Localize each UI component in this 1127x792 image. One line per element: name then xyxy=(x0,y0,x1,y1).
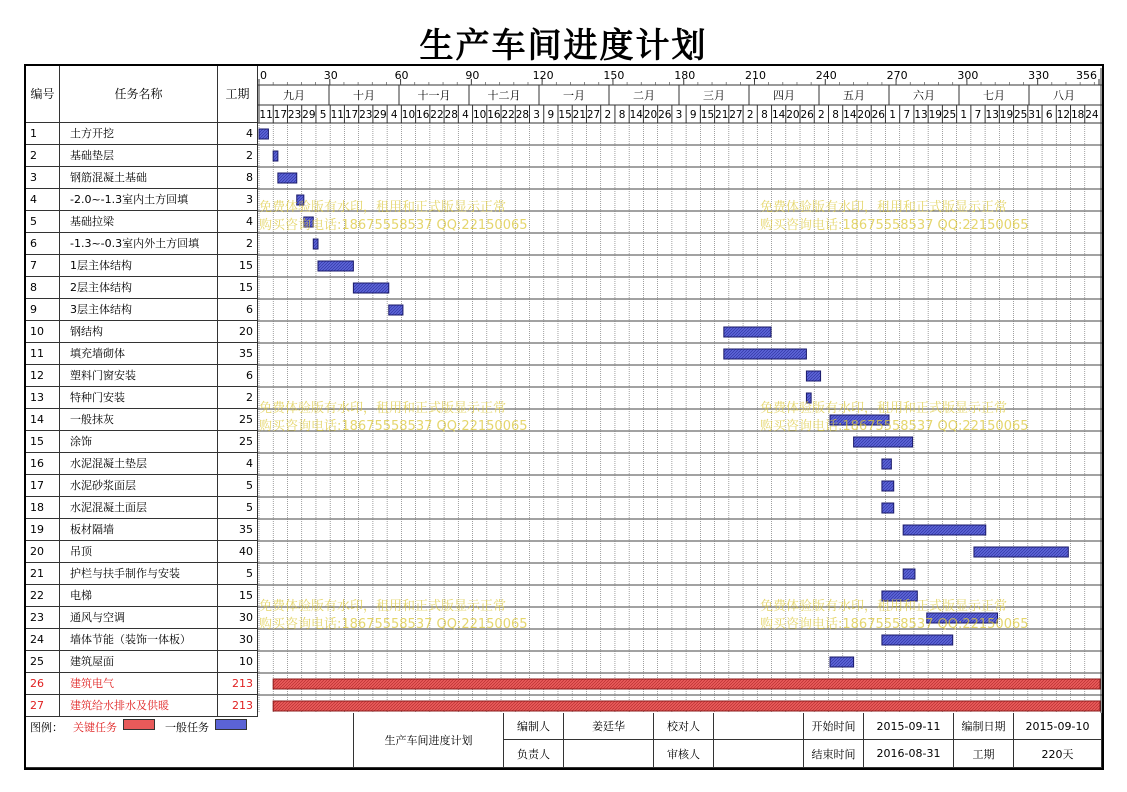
task-bar xyxy=(353,283,388,293)
date-label: 1 xyxy=(960,109,968,121)
task-name: 填充墙砌体 xyxy=(60,343,218,365)
date-label: 17 xyxy=(344,109,359,121)
edit-date-label: 编制日期 xyxy=(954,713,1014,740)
month-label: 八月 xyxy=(1053,89,1075,102)
legend-label: 图例： xyxy=(30,721,63,734)
watermark-line: 购买咨询电话:18675558537 QQ:22150065 xyxy=(760,419,1029,434)
task-bar xyxy=(724,327,771,337)
task-bar xyxy=(903,525,986,535)
reviewer-value xyxy=(714,740,804,768)
date-label: 29 xyxy=(373,109,387,121)
watermark-text xyxy=(259,400,528,436)
task-name: 基础拉梁 xyxy=(60,211,218,233)
date-label: 26 xyxy=(800,109,814,121)
task-duration: 35 xyxy=(218,519,258,541)
checker-label: 校对人 xyxy=(654,713,714,740)
task-id: 15 xyxy=(26,431,60,453)
day-tick-label: 210 xyxy=(745,69,767,82)
task-name: 建筑给水排水及供暖 xyxy=(60,695,218,717)
task-duration: 20 xyxy=(218,321,258,343)
task-name: 3层主体结构 xyxy=(60,299,218,321)
task-duration: 10 xyxy=(218,651,258,673)
date-label: 19 xyxy=(999,109,1014,121)
date-label: 8 xyxy=(832,109,839,121)
task-duration: 30 xyxy=(218,607,258,629)
legend-normal-label: 一般任务 xyxy=(165,721,209,734)
date-label: 23 xyxy=(287,109,302,121)
date-label: 29 xyxy=(302,109,316,121)
date-label: 2 xyxy=(604,109,612,121)
task-id: 6 xyxy=(26,233,60,255)
task-name: 基础垫层 xyxy=(60,145,218,167)
date-label: 26 xyxy=(871,109,886,121)
task-name: 建筑电气 xyxy=(60,673,218,695)
period-value: 220天 xyxy=(1014,740,1102,768)
task-name: 涂饰 xyxy=(60,431,218,453)
date-label: 2 xyxy=(818,109,825,121)
day-tick-label: 240 xyxy=(815,69,837,82)
end-label: 结束时间 xyxy=(804,740,864,768)
task-name: 土方开挖 xyxy=(60,123,218,145)
task-bar xyxy=(724,349,807,359)
legend xyxy=(26,713,354,768)
task-duration: 25 xyxy=(218,431,258,453)
task-id: 22 xyxy=(26,585,60,607)
date-label: 7 xyxy=(903,109,911,121)
date-label: 25 xyxy=(942,109,957,121)
task-duration: 5 xyxy=(218,563,258,585)
date-label: 27 xyxy=(729,109,743,121)
task-bar xyxy=(318,261,353,271)
task-duration: 25 xyxy=(218,409,258,431)
task-id: 27 xyxy=(26,695,60,717)
task-name: 特种门安装 xyxy=(60,387,218,409)
date-label: 9 xyxy=(689,109,697,121)
task-id: 23 xyxy=(26,607,60,629)
date-label: 26 xyxy=(658,109,672,121)
owner-label: 负责人 xyxy=(504,740,564,768)
task-duration: 5 xyxy=(218,497,258,519)
task-name: 吊顶 xyxy=(60,541,218,563)
day-tick-label: 120 xyxy=(532,69,554,82)
date-label: 11 xyxy=(259,109,273,121)
month-label: 六月 xyxy=(913,89,935,102)
watermark-line: 购买咨询电话:18675558537 QQ:22150065 xyxy=(259,617,528,632)
month-label: 五月 xyxy=(843,89,865,102)
date-label: 2 xyxy=(746,109,754,121)
watermark-line: 购买咨询电话:18675558537 QQ:22150065 xyxy=(259,419,528,434)
task-id: 26 xyxy=(26,673,60,695)
task-bar xyxy=(259,129,268,139)
task-id: 21 xyxy=(26,563,60,585)
date-label: 22 xyxy=(501,109,515,121)
month-label: 二月 xyxy=(633,89,655,102)
edit-date-value: 2015-09-10 xyxy=(1014,713,1102,740)
task-id: 24 xyxy=(26,629,60,651)
date-label: 10 xyxy=(472,109,487,121)
watermark-text xyxy=(760,199,1029,235)
task-id: 10 xyxy=(26,321,60,343)
date-label: 15 xyxy=(700,109,715,121)
task-duration: 15 xyxy=(218,277,258,299)
task-id: 14 xyxy=(26,409,60,431)
task-name: 通风与空调 xyxy=(60,607,218,629)
day-tick-label: 90 xyxy=(465,69,480,82)
task-name: 钢筋混凝土基础 xyxy=(60,167,218,189)
day-tick-label: 300 xyxy=(957,69,979,82)
day-tick-label: 356 xyxy=(1076,69,1097,82)
watermark-text xyxy=(259,598,528,634)
watermark-line: 购买咨询电话:18675558537 QQ:22150065 xyxy=(259,218,528,233)
date-label: 14 xyxy=(629,109,643,121)
date-label: 22 xyxy=(430,109,444,121)
task-id: 3 xyxy=(26,167,60,189)
task-id: 20 xyxy=(26,541,60,563)
task-id: 8 xyxy=(26,277,60,299)
date-label: 10 xyxy=(401,109,416,121)
day-tick-label: 0 xyxy=(260,69,267,82)
task-bar xyxy=(882,481,894,491)
task-id: 4 xyxy=(26,189,60,211)
day-tick-label: 270 xyxy=(886,69,908,82)
task-name: 建筑屋面 xyxy=(60,651,218,673)
date-label: 21 xyxy=(572,109,587,121)
task-name: 2层主体结构 xyxy=(60,277,218,299)
date-label: 20 xyxy=(857,109,871,121)
date-label: 12 xyxy=(1056,109,1071,121)
task-name: 水泥混凝土面层 xyxy=(60,497,218,519)
task-bar xyxy=(903,569,915,579)
task-duration: 8 xyxy=(218,167,258,189)
task-id: 13 xyxy=(26,387,60,409)
header-name: 任务名称 xyxy=(60,66,218,123)
task-bar xyxy=(830,657,854,667)
date-label: 1 xyxy=(889,109,896,121)
editor-value: 姜廷华 xyxy=(564,713,654,740)
task-id: 18 xyxy=(26,497,60,519)
task-duration: 35 xyxy=(218,343,258,365)
month-label: 四月 xyxy=(773,89,795,102)
date-label: 15 xyxy=(558,109,572,121)
critical-task-bar xyxy=(273,679,1100,689)
task-duration: 40 xyxy=(218,541,258,563)
watermark-text xyxy=(760,598,1029,634)
end-value: 2016-08-31 xyxy=(864,740,954,768)
task-bar xyxy=(278,173,297,183)
day-tick-label: 30 xyxy=(323,69,338,82)
day-tick-label: 60 xyxy=(394,69,409,82)
task-name: 钢结构 xyxy=(60,321,218,343)
task-id: 2 xyxy=(26,145,60,167)
plan-name: 生产车间进度计划 xyxy=(354,713,504,768)
reviewer-label: 审核人 xyxy=(654,740,714,768)
task-bar xyxy=(313,239,318,249)
date-label: 13 xyxy=(985,109,999,121)
task-name: 塑料门窗安装 xyxy=(60,365,218,387)
task-id: 25 xyxy=(26,651,60,673)
task-id: 5 xyxy=(26,211,60,233)
task-duration: 6 xyxy=(218,299,258,321)
task-duration: 15 xyxy=(218,255,258,277)
task-duration: 3 xyxy=(218,189,258,211)
date-label: 7 xyxy=(974,109,982,121)
watermark-text xyxy=(760,400,1029,436)
task-duration: 4 xyxy=(218,211,258,233)
date-label: 6 xyxy=(1045,109,1053,121)
task-bar xyxy=(882,503,894,513)
legend-critical-label: 关键任务 xyxy=(73,721,117,734)
watermark-line: 免费体验版有水印，租用和正式版显示正常 xyxy=(259,401,507,416)
date-label: 13 xyxy=(914,109,928,121)
task-duration: 2 xyxy=(218,233,258,255)
task-id: 7 xyxy=(26,255,60,277)
date-label: 25 xyxy=(1014,109,1028,121)
task-bar xyxy=(389,305,403,315)
task-name: 护栏与扶手制作与安装 xyxy=(60,563,218,585)
task-duration: 2 xyxy=(218,145,258,167)
task-bar xyxy=(882,459,891,469)
month-label: 十二月 xyxy=(487,89,521,102)
date-label: 8 xyxy=(761,109,768,121)
date-label: 19 xyxy=(928,109,942,121)
date-label: 16 xyxy=(416,109,430,121)
legend-normal-swatch xyxy=(215,719,247,730)
task-id: 17 xyxy=(26,475,60,497)
watermark-line: 免费体验版有水印，租用和正式版显示正常 xyxy=(760,599,1008,614)
date-label: 28 xyxy=(515,109,530,121)
task-duration: 213 xyxy=(218,673,258,695)
editor-label: 编制人 xyxy=(504,713,564,740)
date-label: 4 xyxy=(462,109,469,121)
task-bar xyxy=(974,547,1068,557)
month-label: 一月 xyxy=(563,89,585,102)
watermark-line: 免费体验版有水印，租用和正式版显示正常 xyxy=(259,599,507,614)
task-duration: 4 xyxy=(218,123,258,145)
task-name: 一般抹灰 xyxy=(60,409,218,431)
watermark-line: 免费体验版有水印，租用和正式版显示正常 xyxy=(760,200,1008,215)
day-tick-label: 150 xyxy=(603,69,625,82)
header-num: 编号 xyxy=(26,66,60,123)
date-label: 31 xyxy=(1028,109,1042,121)
date-label: 11 xyxy=(330,109,344,121)
date-label: 3 xyxy=(533,109,540,121)
date-label: 28 xyxy=(444,109,458,121)
date-label: 21 xyxy=(715,109,729,121)
date-label: 20 xyxy=(786,109,800,121)
task-bar xyxy=(806,371,820,381)
start-value: 2015-09-11 xyxy=(864,713,954,740)
month-label: 十月 xyxy=(353,89,375,102)
date-label: 17 xyxy=(273,109,288,121)
task-duration: 6 xyxy=(218,365,258,387)
date-label: 14 xyxy=(843,109,857,121)
legend-critical-swatch xyxy=(123,719,155,730)
task-name: 1层主体结构 xyxy=(60,255,218,277)
page-title: 生产车间进度计划 xyxy=(419,26,708,66)
task-name: 水泥砂浆面层 xyxy=(60,475,218,497)
date-label: 20 xyxy=(643,109,658,121)
start-label: 开始时间 xyxy=(804,713,864,740)
watermark-line: 免费体验版有水印，租用和正式版显示正常 xyxy=(760,401,1008,416)
task-duration: 5 xyxy=(218,475,258,497)
watermark-line: 免费体验版有水印，租用和正式版显示正常 xyxy=(259,200,507,215)
month-label: 十一月 xyxy=(417,89,451,102)
date-label: 23 xyxy=(359,109,373,121)
date-label: 3 xyxy=(675,109,683,121)
task-id: 11 xyxy=(26,343,60,365)
date-label: 18 xyxy=(1070,109,1085,121)
task-id: 19 xyxy=(26,519,60,541)
date-label: 9 xyxy=(547,109,555,121)
task-name: 电梯 xyxy=(60,585,218,607)
month-label: 九月 xyxy=(283,89,305,102)
date-label: 8 xyxy=(618,109,626,121)
day-tick-label: 180 xyxy=(674,69,696,82)
date-label: 16 xyxy=(487,109,501,121)
watermark-line: 购买咨询电话:18675558537 QQ:22150065 xyxy=(760,218,1029,233)
task-name: -2.0~-1.3室内土方回填 xyxy=(60,189,218,211)
checker-value xyxy=(714,713,804,740)
task-name: -1.3~-0.3室内外土方回填 xyxy=(60,233,218,255)
task-name: 板材隔墙 xyxy=(60,519,218,541)
task-bar xyxy=(882,635,953,645)
period-label: 工期 xyxy=(954,740,1014,768)
task-duration: 2 xyxy=(218,387,258,409)
task-duration: 30 xyxy=(218,629,258,651)
date-label: 27 xyxy=(586,109,601,121)
watermark-text xyxy=(259,199,528,235)
task-id: 1 xyxy=(26,123,60,145)
task-id: 9 xyxy=(26,299,60,321)
date-label: 14 xyxy=(771,109,786,121)
task-id: 12 xyxy=(26,365,60,387)
watermark-line: 购买咨询电话:18675558537 QQ:22150065 xyxy=(760,617,1029,632)
task-bar xyxy=(854,437,913,447)
month-label: 七月 xyxy=(983,89,1005,102)
task-id: 16 xyxy=(26,453,60,475)
task-name: 墙体节能（装饰一体板） xyxy=(60,629,218,651)
owner-value xyxy=(564,740,654,768)
day-tick-label: 330 xyxy=(1028,69,1050,82)
date-label: 5 xyxy=(319,109,327,121)
task-duration: 4 xyxy=(218,453,258,475)
task-bar xyxy=(273,151,278,161)
month-label: 三月 xyxy=(703,89,725,102)
date-label: 24 xyxy=(1085,109,1099,121)
task-name: 水泥混凝土垫层 xyxy=(60,453,218,475)
date-label: 4 xyxy=(390,109,398,121)
task-duration: 15 xyxy=(218,585,258,607)
header-duration: 工期 xyxy=(218,66,258,123)
critical-task-bar xyxy=(273,701,1100,711)
task-duration: 213 xyxy=(218,695,258,717)
